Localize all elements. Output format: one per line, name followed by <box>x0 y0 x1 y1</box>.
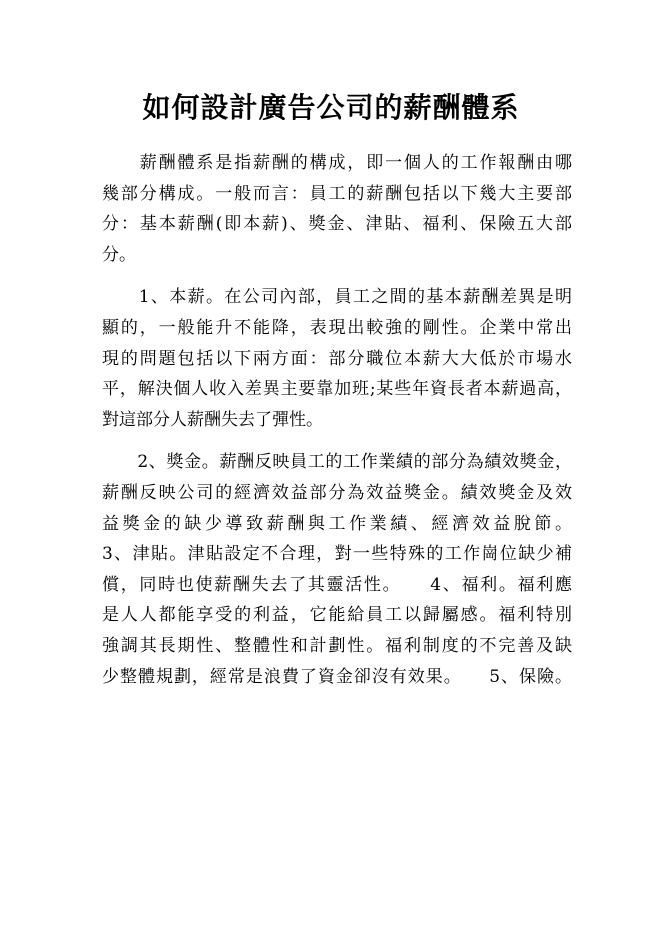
paragraph-line: 3、津貼。津貼設定不合理，對一些特殊的工作崗位缺少補 <box>102 544 572 565</box>
paragraph-line: 分：基本薪酬(即本薪)、獎金、津貼、福利、保險五大部 <box>102 214 572 235</box>
paragraph-line: 平，解決個人收入差異主要靠加班;某些年資長者本薪過高， <box>102 379 572 400</box>
paragraph-line: 分。 <box>102 244 136 265</box>
paragraph-line: 少整體規劃，經常是浪費了資金卻沒有效果。 5、保險。 <box>102 666 572 687</box>
paragraph-line: 現的問題包括以下兩方面：部分職位本薪大大低於市場水 <box>102 348 572 369</box>
paragraph-line: 強調其長期性、整體性和計劃性。福利制度的不完善及缺 <box>102 635 572 656</box>
paragraph-line: 顯的，一般能升不能降，表現出較強的剛性。企業中常出 <box>102 317 572 338</box>
paragraph-line: 是人人都能享受的利益，它能給員工以歸屬感。福利特別 <box>102 605 572 626</box>
paragraph-line: 幾部分構成。一般而言：員工的薪酬包括以下幾大主要部 <box>102 183 572 204</box>
paragraph-line: 益獎金的缺少導致薪酬與工作業績、經濟效益脫節。 <box>102 513 572 534</box>
document-body <box>102 148 572 692</box>
paragraph-line: 薪酬體系是指薪酬的構成，即一個人的工作報酬由哪 <box>102 153 572 173</box>
document-title: 如何設計廣告公司的薪酬體系 <box>142 91 520 124</box>
paragraph-line: 償，同時也使薪酬失去了其靈活性。 4、福利。福利應 <box>102 574 572 595</box>
paragraph-line: 對這部分人薪酬失去了彈性。 <box>102 409 323 430</box>
paragraph-line: 1、本薪。在公司內部，員工之間的基本薪酬差異是明 <box>102 287 572 308</box>
paragraph-line: 薪酬反映公司的經濟效益部分為效益獎金。績效獎金及效 <box>102 482 572 503</box>
paragraph-line: 2、獎金。薪酬反映員工的工作業績的部分為績效獎金， <box>102 452 572 473</box>
